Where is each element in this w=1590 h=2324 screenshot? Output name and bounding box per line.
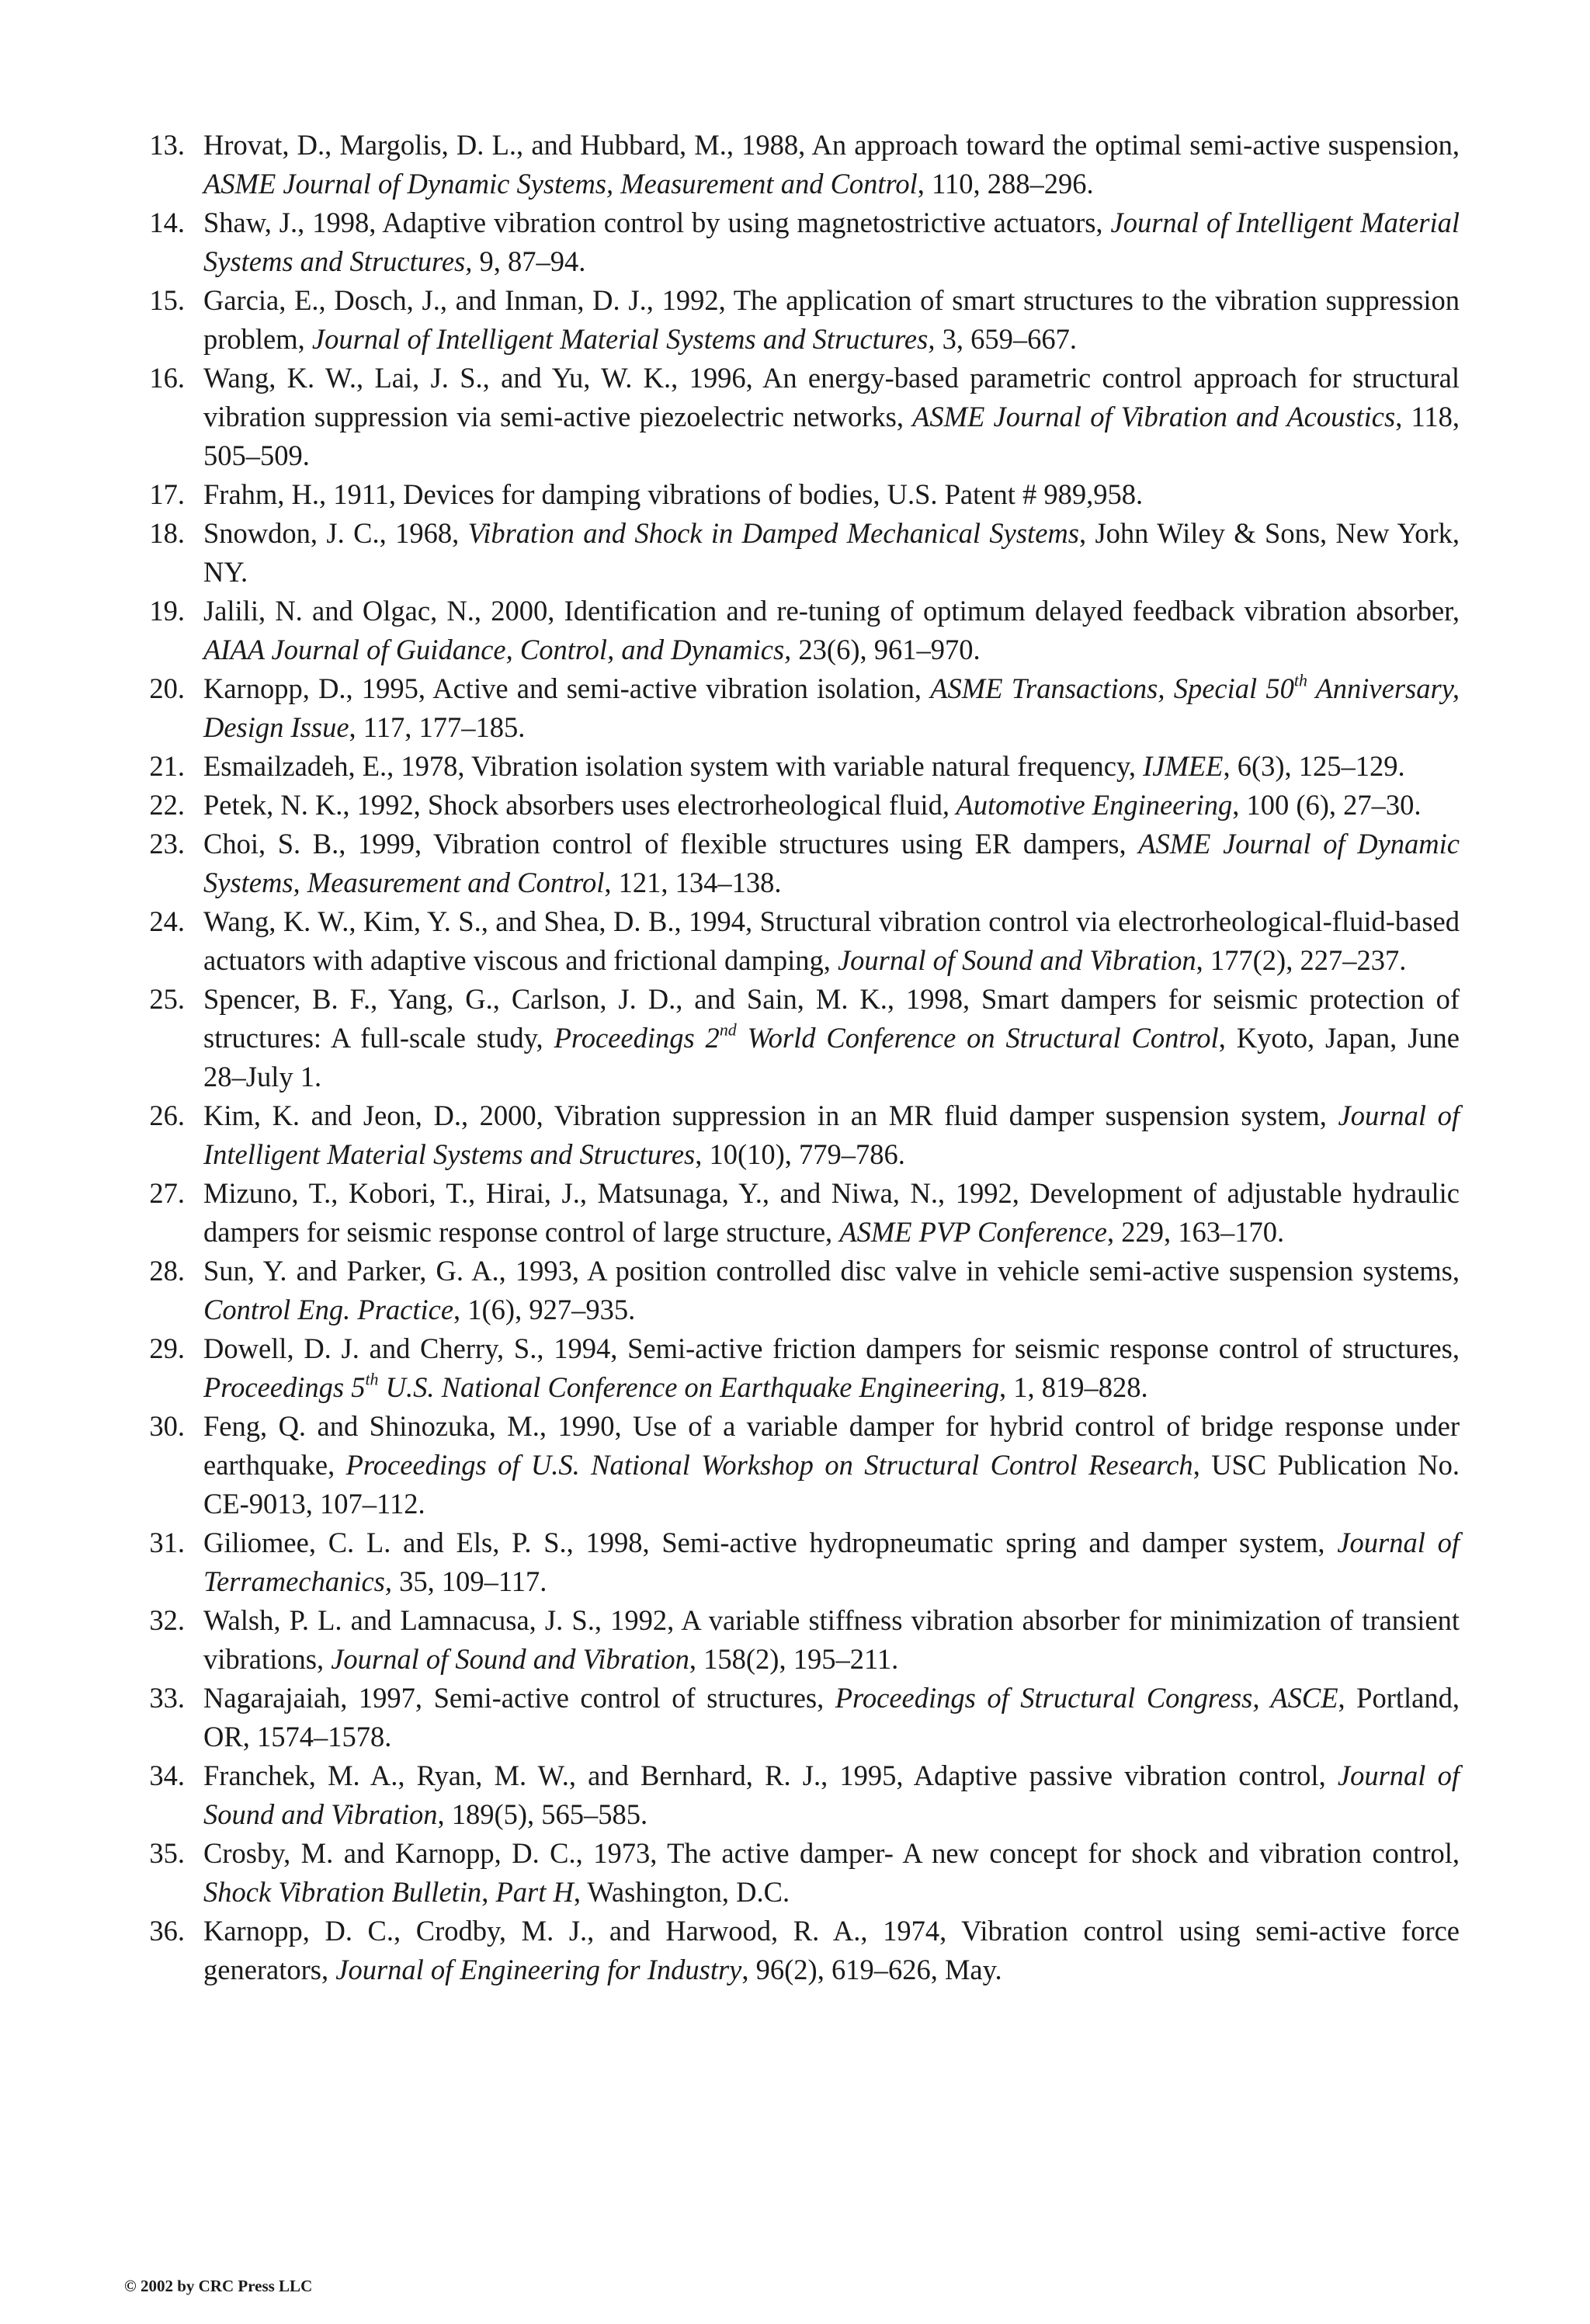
italic-title: Journal of Sound and Vibration	[331, 1643, 689, 1675]
citation-text: Wang, K. W., Kim, Y. S., and Shea, D. B., 1994, Structural vibration control via electrorheological-fluid-based actuators with adaptive viscous and frictional damping,	[203, 905, 1460, 976]
reference-number: 29 .	[138, 1329, 185, 1368]
citation-text: Mizuno, T., Kobori, T., Hirai, J., Matsunaga, Y., and Niwa, N., 1992, Development of adjustable hydraulic dampers for seismic response control of large structure,	[203, 1177, 1460, 1248]
reference-item	[138, 1912, 1460, 1989]
citation-text: , 110, 288–296.	[917, 168, 1094, 200]
reference-item	[138, 1407, 1460, 1523]
reference-number: 36 .	[138, 1912, 185, 1951]
citation-text: , 96(2), 619–626, May.	[741, 1954, 1002, 1985]
reference-number: 14 .	[138, 203, 185, 242]
reference-number: 35 .	[138, 1834, 185, 1873]
italic-title: Journal of Intelligent Material Systems and Structures	[203, 1099, 1460, 1170]
reference-item	[138, 747, 1460, 786]
italic-title: ASME Journal of Vibration and Acoustics	[912, 401, 1396, 432]
ordinal-superscript: th	[1293, 670, 1307, 690]
reference-text	[203, 1837, 1460, 1908]
citation-text: Jalili, N. and Olgac, N., 2000, Identification and re-tuning of optimum delayed feedback vibration absorber,	[203, 595, 1460, 627]
ordinal-superscript: nd	[719, 1020, 737, 1040]
citation-text: 9, 87–94.	[472, 245, 586, 277]
italic-title: ASME PVP Conference	[839, 1216, 1107, 1248]
reference-number: 25 .	[138, 980, 185, 1019]
reference-list	[138, 126, 1460, 1989]
reference-text	[203, 1682, 1460, 1753]
italic-title: Anniversary, Design Issue	[203, 672, 1460, 743]
reference-item	[138, 1096, 1460, 1174]
italic-title: IJMEE	[1143, 750, 1224, 782]
reference-text	[203, 207, 1460, 277]
italic-title: Shock Vibration Bulletin	[203, 1876, 482, 1908]
citation-text: , John Wiley & Sons, New York, NY.	[203, 517, 1460, 588]
citation-text: , USC Publication No. CE-9013, 107–112.	[203, 1449, 1460, 1520]
reference-item	[138, 126, 1460, 203]
citation-text: 23(6), 961–970.	[791, 634, 981, 665]
reference-number: 27 .	[138, 1174, 185, 1213]
reference-text	[203, 1604, 1460, 1675]
reference-number: 24 .	[138, 902, 185, 941]
citation-text: Dowell, D. J. and Cherry, S., 1994, Semi-active friction dampers for seismic response control of structures,	[203, 1332, 1460, 1364]
reference-text	[203, 129, 1460, 200]
italic-title: Journal of Engineering for Industry	[335, 1954, 742, 1985]
reference-text	[203, 1177, 1460, 1248]
reference-item	[138, 1523, 1460, 1601]
italic-title: ASME Transactions, Special 50	[930, 672, 1294, 704]
italic-title: Proceedings of U.S. National Workshop on Structural Control Research	[345, 1449, 1193, 1481]
reference-text	[203, 1410, 1460, 1520]
citation-text: Giliomee, C. L. and Els, P. S., 1998, Semi-active hydropneumatic spring and damper system,	[203, 1527, 1338, 1558]
reference-number: 22 .	[138, 786, 185, 825]
reference-text	[203, 789, 1422, 821]
citation-text: , 121, 134–138.	[604, 867, 782, 898]
italic-title: Journal of Terramechanics,	[203, 1527, 1460, 1597]
italic-title: AIAA Journal of Guidance, Control, and Dynamics,	[203, 634, 792, 665]
reference-item	[138, 1329, 1460, 1407]
reference-text	[203, 905, 1460, 976]
reference-item	[138, 669, 1460, 747]
italic-title: Journal of Sound and Vibration	[837, 944, 1196, 976]
reference-number: 23 .	[138, 825, 185, 863]
italic-title: , Automotive Engineering	[942, 789, 1233, 821]
citation-text: , 1(6), 927–935.	[453, 1294, 636, 1325]
citation-text: Esmailzadeh, E., 1978, Vibration isolation system with variable natural frequency,	[203, 750, 1144, 782]
citation-text: , 117, 177–185.	[349, 711, 526, 743]
reference-item	[138, 1679, 1460, 1756]
reference-number: 18 .	[138, 514, 185, 553]
reference-number: 16 .	[138, 359, 185, 398]
citation-text: ,	[481, 1876, 496, 1908]
citation-text: Crosby, M. and Karnopp, D. C., 1973, The active damper- A new concept for shock and vibration control,	[203, 1837, 1460, 1869]
reference-text	[203, 284, 1460, 355]
italic-title: Part H	[495, 1876, 574, 1908]
citation-text: , 118, 505–509.	[203, 401, 1460, 471]
italic-title: U.S. National Conference on Earthquake Engineering	[378, 1371, 999, 1403]
reference-text	[203, 750, 1405, 782]
reference-number: 31 .	[138, 1523, 185, 1562]
citation-text: Kim, K. and Jeon, D., 2000, Vibration suppression in an MR fluid damper suspension system,	[203, 1099, 1338, 1131]
italic-title: Journal of Intelligent Material Systems and Structures,	[311, 323, 936, 355]
reference-number: 34 .	[138, 1756, 185, 1795]
reference-number: 21 .	[138, 747, 185, 786]
ordinal-superscript: th	[365, 1369, 379, 1389]
reference-number: 20 .	[138, 669, 185, 708]
citation-text: , 1, 819–828.	[999, 1371, 1148, 1403]
reference-number: 32 .	[138, 1601, 185, 1640]
citation-text: Wang, K. W., Lai, J. S., and Yu, W. K., 1996, An energy-based parametric control approach for structural vibration suppression via semi-active piezoelectric networks,	[203, 362, 1460, 432]
citation-text: Feng, Q. and Shinozuka, M., 1990, Use of a variable damper for hybrid control of bridge response under earthquake,	[203, 1410, 1460, 1481]
reference-number: 33 .	[138, 1679, 185, 1718]
citation-text: Nagarajaiah, 1997, Semi-active control of structures,	[203, 1682, 835, 1714]
citation-text: , Kyoto, Japan, June 28–July 1.	[203, 1022, 1460, 1093]
italic-title: ASME Journal of Dynamic Systems, Measurement and Control	[203, 168, 918, 200]
reference-item	[138, 825, 1460, 902]
reference-item	[138, 514, 1460, 592]
reference-text	[203, 1255, 1460, 1325]
reference-item	[138, 1756, 1460, 1834]
reference-number: 30 .	[138, 1407, 185, 1446]
copyright-footer: © 2002 by CRC Press LLC	[124, 2277, 313, 2295]
reference-text	[203, 672, 1460, 743]
citation-text: , 158(2), 195–211.	[689, 1643, 899, 1675]
citation-text: Karnopp, D. C., Crodby, M. J., and Harwood, R. A., 1974, Vibration control using semi-active force generators,	[203, 1915, 1460, 1985]
citation-text: , Portland, OR, 1574–1578.	[203, 1682, 1460, 1753]
italic-title: Vibration and Shock in Damped Mechanical Systems	[467, 517, 1079, 549]
italic-title: Proceedings 2	[554, 1022, 720, 1054]
reference-number: 15 .	[138, 281, 185, 320]
citation-text: Walsh, P. L. and Lamnacusa, J. S., 1992, A variable stiffness vibration absorber for minimization of transient vibrations,	[203, 1604, 1460, 1675]
reference-text	[203, 1760, 1460, 1830]
citation-text: Snowdon, J. C., 1968,	[203, 517, 468, 549]
reference-text	[203, 828, 1460, 898]
reference-text	[203, 478, 1143, 510]
reference-text	[203, 1915, 1460, 1985]
italic-title: Control Eng. Practice	[203, 1294, 454, 1325]
reference-item	[138, 359, 1460, 475]
reference-item	[138, 475, 1460, 514]
citation-text: Petek, N. K., 1992, Shock absorbers uses electrorheological fluid	[203, 789, 943, 821]
citation-text: Franchek, M. A., Ryan, M. W., and Bernhard, R. J., 1995, Adaptive passive vibration control,	[203, 1760, 1338, 1791]
citation-text: , Washington, D.C.	[573, 1876, 790, 1908]
citation-text: , 10(10), 779–786.	[695, 1138, 905, 1170]
reference-item	[138, 203, 1460, 281]
reference-item	[138, 902, 1460, 980]
reference-text	[203, 595, 1460, 665]
citation-text: Choi, S. B., 1999, Vibration control of flexible structures using ER dampers,	[203, 828, 1139, 860]
citation-text: , 6(3), 125–129.	[1223, 750, 1405, 782]
italic-title: Journal of Intelligent Material Systems and Structures,	[203, 207, 1460, 277]
reference-number: 13 .	[138, 126, 185, 165]
reference-number: 17 .	[138, 475, 185, 514]
reference-text	[203, 517, 1460, 588]
reference-item	[138, 786, 1460, 825]
reference-item	[138, 980, 1460, 1096]
citation-text: Garcia, E., Dosch, J., and Inman, D. J., 1992, The application of smart structures to the vibration suppression problem,	[203, 284, 1460, 355]
reference-number: 28 .	[138, 1252, 185, 1291]
reference-text	[203, 362, 1460, 471]
reference-text	[203, 983, 1460, 1093]
reference-number: 26 .	[138, 1096, 185, 1135]
reference-item	[138, 1601, 1460, 1679]
italic-title: Proceedings of Structural Congress, ASCE	[835, 1682, 1338, 1714]
reference-item	[138, 592, 1460, 669]
italic-title: Journal of Sound and Vibration	[203, 1760, 1460, 1830]
citation-text: Shaw, J., 1998, Adaptive vibration control by using magnetostrictive actuators,	[203, 207, 1111, 238]
citation-text: , 100 (6), 27–30.	[1232, 789, 1422, 821]
reference-item	[138, 281, 1460, 359]
citation-text: 35, 109–117.	[392, 1565, 547, 1597]
italic-title: World Conference on Structural Control	[736, 1022, 1219, 1054]
citation-text: Hrovat, D., Margolis, D. L., and Hubbard, M., 1988, An approach toward the optimal semi-active suspension,	[203, 129, 1460, 161]
reference-item	[138, 1834, 1460, 1912]
citation-text: Karnopp, D., 1995, Active and semi-active vibration isolation,	[203, 672, 931, 704]
citation-text: 3, 659–667.	[935, 323, 1077, 355]
reference-text	[203, 1527, 1460, 1597]
reference-text	[203, 1332, 1460, 1403]
reference-number: 19 .	[138, 592, 185, 631]
citation-text: , 229, 163–170.	[1106, 1216, 1285, 1248]
citation-text: , 177(2), 227–237.	[1196, 944, 1407, 976]
citation-text: Sun, Y. and Parker, G. A., 1993, A position controlled disc valve in vehicle semi-active suspension systems,	[203, 1255, 1460, 1287]
italic-title: Proceedings 5	[203, 1371, 366, 1403]
citation-text: , 189(5), 565–585.	[437, 1798, 648, 1830]
citation-text: Frahm, H., 1911, Devices for damping vibrations of bodies, U.S. Patent # 989,958.	[203, 478, 1144, 510]
reference-item	[138, 1252, 1460, 1329]
italic-title: ASME Journal of Dynamic Systems, Measurement and Control	[203, 828, 1460, 898]
citation-text: Spencer, B. F., Yang, G., Carlson, J. D., and Sain, M. K., 1998, Smart dampers for seismic protection of structures: A full-scale study,	[203, 983, 1460, 1054]
reference-item	[138, 1174, 1460, 1252]
reference-text	[203, 1099, 1460, 1170]
